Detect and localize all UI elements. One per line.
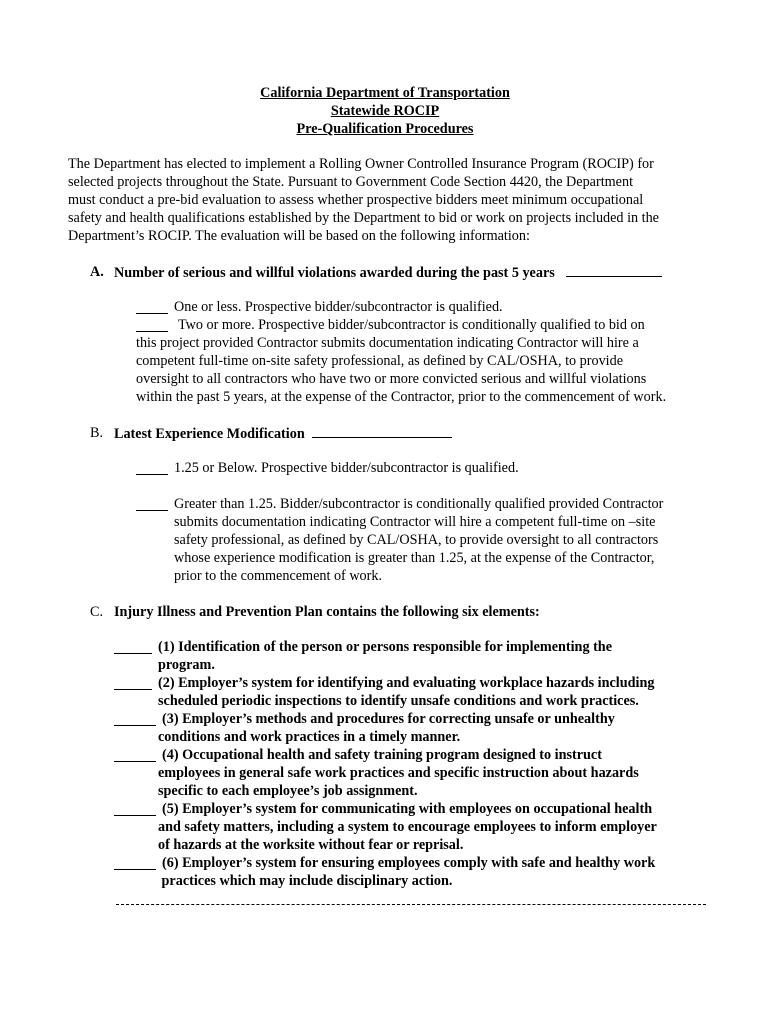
element-1-checkbox[interactable] <box>114 640 152 654</box>
section-a-option2-line: oversight to all contractors who have two or more convicted serious and willful violations <box>136 371 647 387</box>
section-b-answer-field[interactable] <box>312 424 452 438</box>
element-1-line: (1) Identification of the person or persons responsible for implementing the <box>158 639 612 655</box>
intro-line: Department’s ROCIP. The evaluation will be based on the following information: <box>68 228 530 244</box>
element-1-line: program. <box>158 657 215 673</box>
header-title: Pre-Qualification Procedures <box>296 121 474 137</box>
element-4-checkbox[interactable] <box>114 748 156 762</box>
section-b-option2-line: submits documentation indicating Contractor will hire a competent full-time on –site <box>174 514 656 530</box>
element-4-line: specific to each employee’s job assignment. <box>158 783 418 799</box>
section-b-option2-checkbox[interactable] <box>136 497 168 511</box>
element-2-line: scheduled periodic inspections to identify unsafe conditions and work practices. <box>158 693 639 709</box>
element-6-line: practices which may include disciplinary action. <box>158 873 453 889</box>
section-a-option2-line: Two or more. Prospective bidder/subcontractor is conditionally qualified to bid on <box>178 317 645 333</box>
intro-line: safety and health qualifications established by the Department to bid or work on projects included in the <box>68 210 659 226</box>
section-b-option1-line: 1.25 or Below. Prospective bidder/subcontractor is qualified. <box>174 460 519 476</box>
section-c-letter: C. <box>90 604 104 620</box>
section-b-option2-line: prior to the commencement of work. <box>174 568 383 584</box>
section-b-option2-line: safety professional, as defined by CAL/OSHA, to provide oversight to all contractors <box>174 532 659 548</box>
element-2-line: (2) Employer’s system for identifying and evaluating workplace hazards including <box>158 675 655 691</box>
section-a-answer-field[interactable] <box>566 263 662 277</box>
section-a-option1-line: One or less. Prospective bidder/subcontractor is qualified. <box>174 299 503 315</box>
section-a-option2-line: within the past 5 years, at the expense of the Contractor, prior to the commencement of work. <box>136 389 667 405</box>
header-agency: California Department of Transportation <box>260 85 510 101</box>
intro-line: selected projects throughout the State. Pursuant to Government Code Section 4420, the Department <box>68 174 634 190</box>
section-a-letter: A. <box>90 264 104 280</box>
intro-line: The Department has elected to implement a Rolling Owner Controlled Insurance Program (ROCIP) for <box>68 156 654 172</box>
section-a-heading <box>114 263 662 282</box>
element-4-line: (4) Occupational health and safety training program designed to instruct <box>162 747 602 763</box>
section-a-option1-checkbox[interactable] <box>136 300 168 314</box>
element-5-line: of hazards at the worksite without fear or reprisal. <box>158 837 464 853</box>
intro-line: must conduct a pre-bid evaluation to assess whether prospective bidders meet minimum occupational <box>68 192 644 208</box>
element-5-line: and safety matters, including a system to encourage employees to inform employer <box>158 819 657 835</box>
element-3-line: conditions and work practices in a timely manner. <box>158 729 461 745</box>
element-3-checkbox[interactable] <box>114 712 156 726</box>
section-c-heading: Injury Illness and Prevention Plan contains the following six elements: <box>114 604 540 620</box>
section-b-option1-checkbox[interactable] <box>136 461 168 475</box>
section-a-option2-line: competent full-time on-site safety professional, as defined by CAL/OSHA, to provide <box>136 353 623 369</box>
section-a-heading-text: Number of serious and willful violations awarded during the past 5 years <box>114 265 555 281</box>
section-b-heading <box>114 424 452 443</box>
section-b-letter: B. <box>90 425 104 441</box>
element-3-line: (3) Employer’s methods and procedures for correcting unsafe or unhealthy <box>162 711 615 727</box>
element-6-line: (6) Employer’s system for ensuring employees comply with safe and healthy work <box>162 855 656 871</box>
section-b-option2-line: Greater than 1.25. Bidder/subcontractor is conditionally qualified provided Contractor <box>174 496 664 512</box>
header-program: Statewide ROCIP <box>330 103 440 119</box>
element-5-checkbox[interactable] <box>114 802 156 816</box>
dashed-separator <box>116 904 706 905</box>
section-b-option2-line: whose experience modification is greater than 1.25, at the expense of the Contractor, <box>174 550 655 566</box>
section-b-heading-text: Latest Experience Modification <box>114 426 305 442</box>
element-2-checkbox[interactable] <box>114 676 152 690</box>
section-a-option2-line: this project provided Contractor submits documentation indicating Contractor will hire a <box>136 335 639 351</box>
element-4-line: employees in general safe work practices and specific instruction about hazards <box>158 765 639 781</box>
section-a-option2-checkbox[interactable] <box>136 318 168 332</box>
element-5-line: (5) Employer’s system for communicating with employees on occupational health <box>162 801 653 817</box>
element-6-checkbox[interactable] <box>114 856 156 870</box>
